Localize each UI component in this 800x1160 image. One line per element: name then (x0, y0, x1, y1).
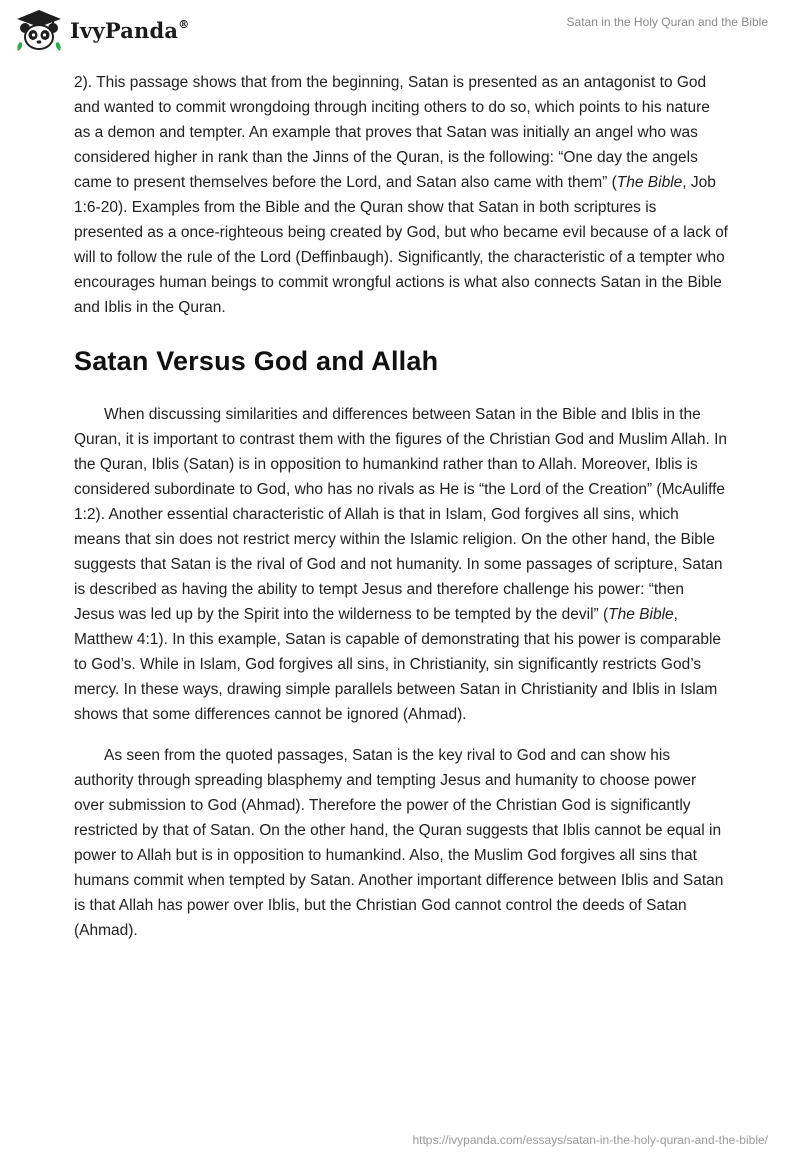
panda-graduate-logo-icon (14, 8, 64, 52)
ivypanda-logo[interactable] (14, 8, 189, 52)
paragraph-1 (74, 70, 728, 320)
section-heading: Satan Versus God and Allah (74, 346, 439, 376)
paragraph-1-text-a: 2). This passage shows that from the beginning, Satan is presented as an antagonist to God and wanted to commit wrongdoing through inciting others to do so, which points to his nature as a demon and tempter. An example that proves that Satan was initially an angel who was considered higher in rank than the Jinns of the Quran, is the following: “One day the angels came to present themselves before the Lord, and Satan also came with them” ( (74, 74, 710, 191)
paragraph-2-text-b: , Matthew 4:1). In this example, Satan is capable of demonstrating that his power is comparable to God’s. While in Islam, God forgives all sins, in Christianity, sin significantly restricts God’s mercy. In these ways, drawing simple parallels between Satan in Christianity and Iblis in Islam shows that some differences cannot be ignored (Ahmad). (74, 606, 722, 723)
document-title: Satan in the Holy Quran and the Bible (566, 15, 768, 29)
paragraph-3-text: As seen from the quoted passages, Satan is the key rival to God and can show his authority through spreading blasphemy and tempting Jesus and humanity to choose power over submission to God (Ahmad). Therefore the power of the Christian God is significantly restricted by that of Satan. On the other hand, the Quran suggests that Iblis cannot be equal in power to Allah but is in opposition to humankind. Also, the Muslim God forgives all sins that humans commit when tempted by Satan. Another important difference between Iblis and Satan is that Allah has power over Iblis, but the Christian God cannot control the deeds of Satan (Ahmad). (74, 747, 724, 939)
source-url[interactable]: https://ivypanda.com/essays/satan-in-the-holy-quran-and-the-bible/ (412, 1133, 768, 1147)
citation-title: The Bible (608, 606, 674, 623)
paragraph-2 (74, 402, 728, 727)
paragraph-3 (74, 743, 728, 943)
essay-body (74, 70, 728, 959)
paragraph-1-text-b: , Job 1:6-20). Examples from the Bible and the Quran show that Satan in both scriptures is presented as a once-righteous being created by God, but who became evil because of a lack of will to follow the rule of the Lord (Deffinbaugh). Significantly, the characteristic of a tempter who encourages human beings to commit wrongful actions is what also connects Satan in the Bible and Iblis in the Quran. (74, 174, 728, 316)
citation-title: The Bible (616, 174, 683, 191)
page-header (0, 0, 800, 60)
paragraph-2-text-a: When discussing similarities and differences between Satan in the Bible and Iblis in the Quran, it is important to contrast them with the figures of the Christian God and Muslim Allah. In the Quran, Iblis (Satan) is in opposition to humankind rather than to Allah. Moreover, Iblis is considered subordinate to God, who has no rivals as He is “the Lord of the Creation” (McAuliffe 1:2). Another essential characteristic of Allah is that in Islam, God forgives all sins, which means that sin does not restrict mercy within the Islamic religion. On the other hand, the Bible suggests that Satan is the rival of God and not humanity. In some passages of scripture, Satan is described as having the ability to tempt Jesus and therefore challenge his power: “then Jesus was led up by the Spirit into the wilderness to be tempted by the devil” ( (74, 406, 728, 623)
registered-mark: ® (178, 17, 190, 31)
brand-name: IvyPanda® (70, 17, 190, 43)
